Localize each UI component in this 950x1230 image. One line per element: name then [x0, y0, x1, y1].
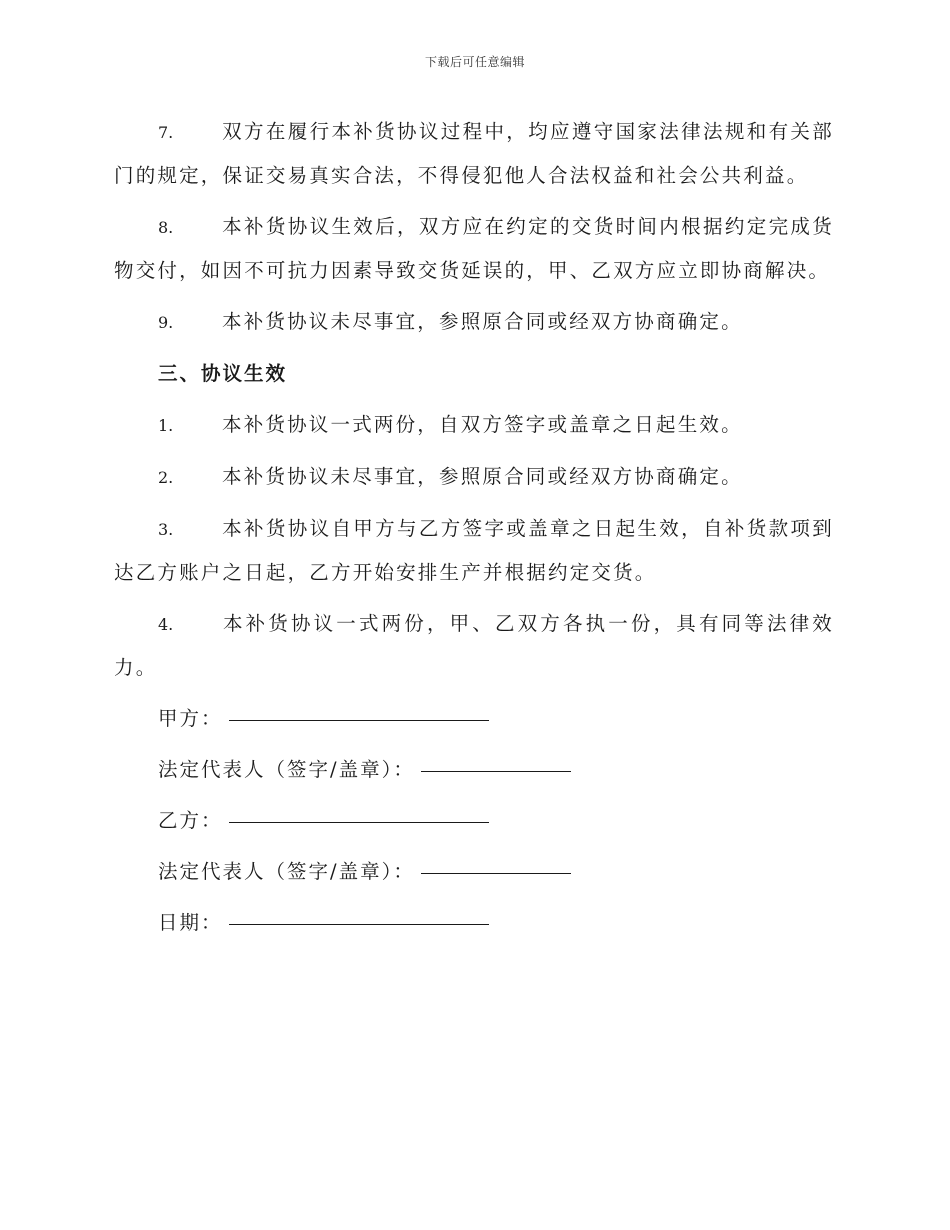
- clause-number: 1.: [158, 416, 174, 435]
- clause-number: 2.: [158, 468, 174, 487]
- signature-label: 日期：: [158, 911, 223, 934]
- clause-9: [114, 300, 834, 344]
- clause-number: 8.: [158, 218, 174, 237]
- clause-text: 本补货协议未尽事宜，参照原合同或经双方协商确定。: [222, 465, 743, 488]
- signature-party-b-rep: [158, 850, 834, 893]
- signature-blank[interactable]: [229, 719, 489, 721]
- signature-date: [158, 901, 834, 944]
- section-title: 三、协议生效: [158, 362, 288, 385]
- clause-text: 双方在履行本补货协议过程中，均应遵守国家法律法规和有关部门的规定，保证交易真实合法，不得侵犯他人合法权益和社会公共利益。: [114, 120, 834, 187]
- page-header: 下载后可任意编辑: [424, 55, 525, 69]
- clause-8: [114, 205, 834, 292]
- clause-text: 本补货协议一式两份，自双方签字或盖章之日起生效。: [222, 413, 743, 436]
- signature-party-a: [158, 697, 834, 740]
- clause-text: 本补货协议一式两份，甲、乙双方各执一份，具有同等法律效力。: [114, 612, 834, 679]
- signature-blank[interactable]: [421, 872, 571, 874]
- signature-label: 甲方：: [158, 707, 223, 730]
- effect-clause-2: [114, 455, 834, 499]
- effect-clause-4: [114, 602, 834, 689]
- clause-number: 7.: [158, 123, 174, 142]
- signature-blank[interactable]: [421, 770, 571, 772]
- effect-clause-1: [114, 403, 834, 447]
- signature-label: 乙方：: [158, 809, 223, 832]
- clause-number: 9.: [158, 313, 174, 332]
- signature-party-b: [158, 799, 834, 842]
- clause-number: 4.: [158, 615, 174, 634]
- clause-text: 本补货协议未尽事宜，参照原合同或经双方协商确定。: [222, 310, 743, 333]
- signature-label: 法定代表人（签字/盖章）：: [158, 758, 415, 781]
- signature-label: 法定代表人（签字/盖章）：: [158, 860, 415, 883]
- clause-text: 本补货协议自甲方与乙方签字或盖章之日起生效，自补货款项到达乙方账户之日起，乙方开始安排生产并根据约定交货。: [114, 517, 834, 584]
- effect-clause-3: [114, 507, 834, 594]
- clause-number: 3.: [158, 520, 174, 539]
- signature-blank[interactable]: [229, 821, 489, 823]
- clause-7: [114, 110, 834, 197]
- date-blank[interactable]: [229, 923, 489, 925]
- clause-text: 本补货协议生效后，双方应在约定的交货时间内根据约定完成货物交付，如因不可抗力因素导致交货延误的，甲、乙双方应立即协商解决。: [114, 215, 834, 282]
- document-body: [114, 110, 834, 952]
- signature-party-a-rep: [158, 748, 834, 791]
